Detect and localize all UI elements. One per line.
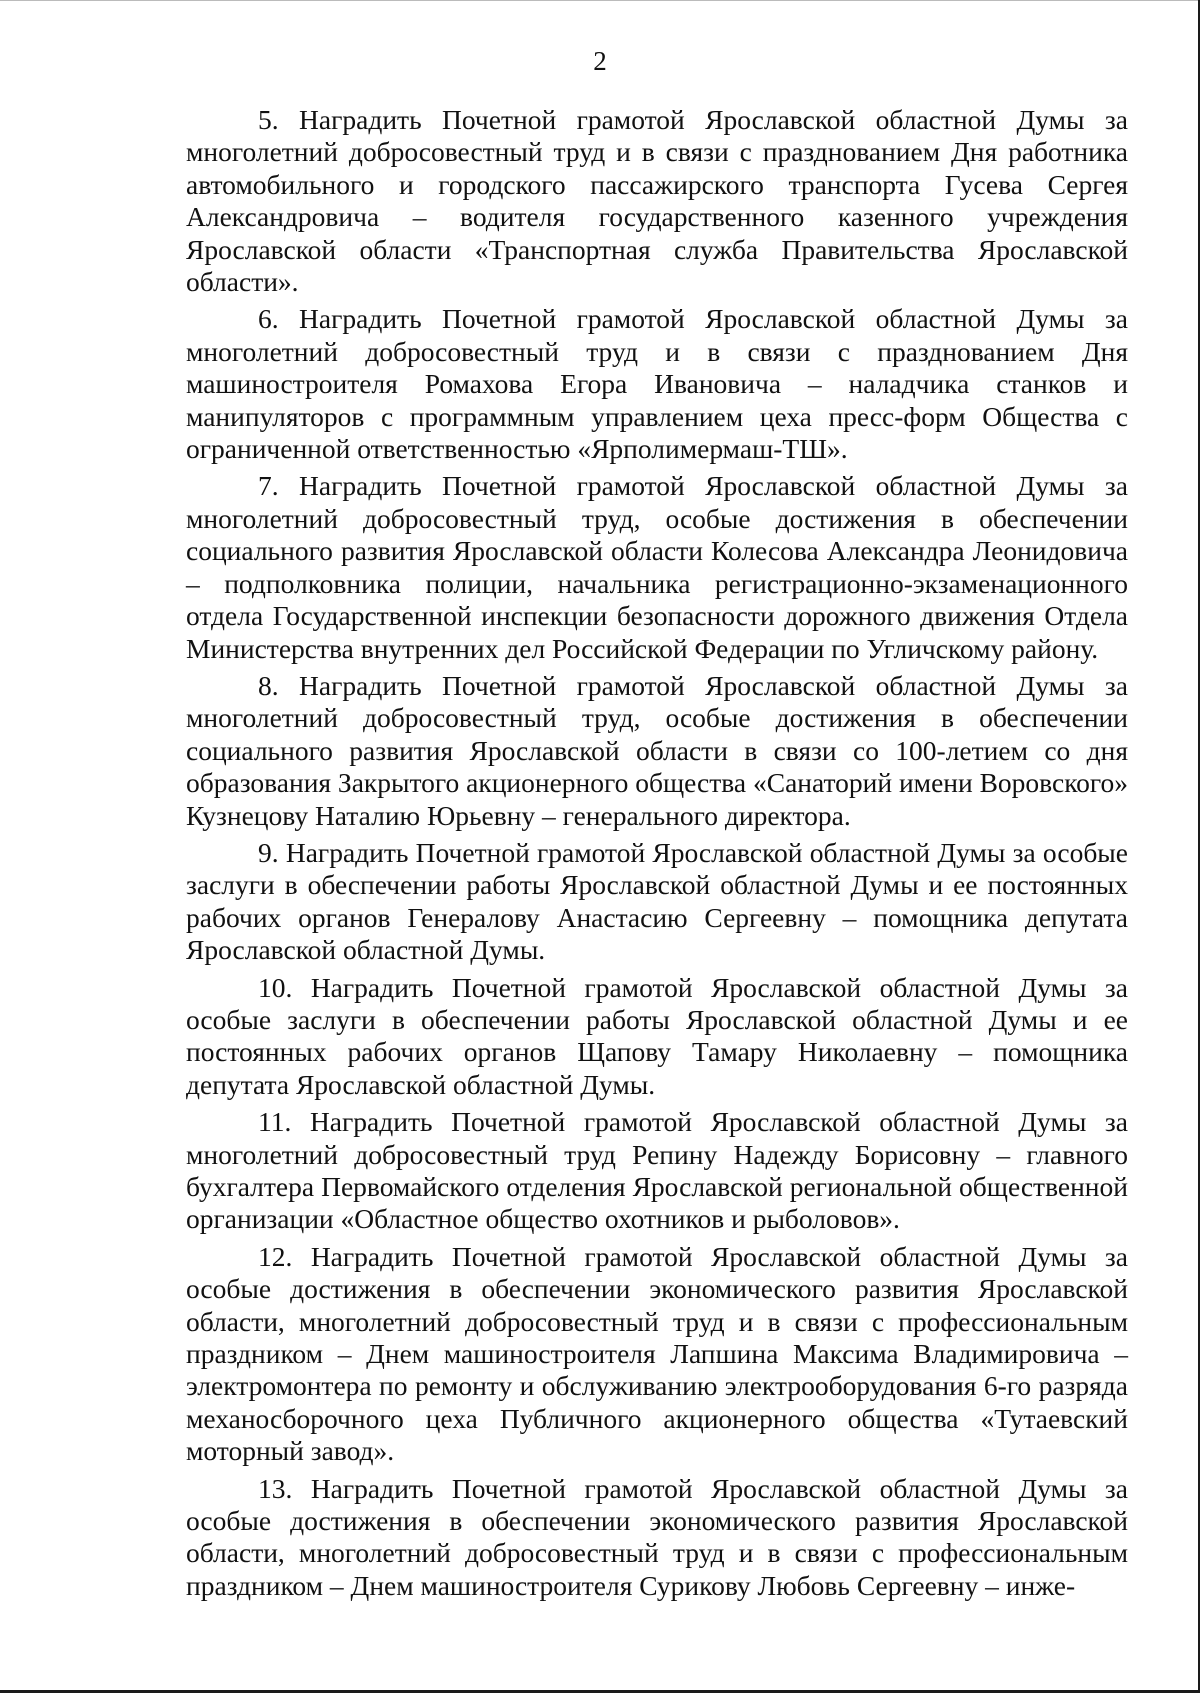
paragraph-13: 13. Наградить Почетной грамотой Ярославской областной Думы за особые достижения в обеспечении экономического развития Ярославской области, многолетний добросовестный труд и в связи с профессиональным праздником – Днем машиностроителя Сурикову Любовь Сергеевну – инже- — [186, 1472, 1128, 1601]
paragraph-8: 8. Наградить Почетной грамотой Ярославской областной Думы за многолетний добросовестный труд, особые достижения в обеспечении социального развития Ярославской области в связи со 100-летием со дня образования Закрытого акционерного общества «Санаторий имени Воровского» Кузнецову Наталию Юрьевну – генерального директора. — [186, 669, 1129, 831]
page-number: 2 — [593, 46, 607, 76]
paragraph-5: 5. Наградить Почетной грамотой Ярославской областной Думы за многолетний добросовестный труд и в связи с празднованием Дня работника автомобильного и городского пассажирского транспорта Гусева Сергея Александровича – водителя государственного казенного учреждения Ярославской области «Транспортная служба Правительства Ярославской области». — [186, 104, 1128, 298]
paragraph-10: 10. Наградить Почетной грамотой Ярославской областной Думы за особые заслуги в обеспечении работы Ярославской областной Думы и ее постоянных рабочих органов Щапову Тамару Николаевну – помощника депутата Ярославской областной Думы. — [186, 971, 1128, 1100]
paragraph-9: 9. Наградить Почетной грамотой Ярославской областной Думы за особые заслуги в обеспечении работы Ярославской областной Думы и ее постоянных рабочих органов Генералову Анастасию Сергеевну – помощника депутата Ярославской областной Думы. — [186, 836, 1128, 966]
paragraph-12: 12. Наградить Почетной грамотой Ярославской областной Думы за особые достижения в обеспечении экономического развития Ярославской области, многолетний добросовестный труд и в связи с профессиональным праздником – Днем машиностроителя Лапшина Максима Владимировича – электромонтера по ремонту и обслуживанию электрооборудования 6-го разряда механосборочного цеха Публичного акционерного общества «Тутаевский моторный завод». — [186, 1240, 1128, 1467]
paragraph-11: 11. Наградить Почетной грамотой Ярославской областной Думы за многолетний добросовестный труд Репину Надежду Борисовну – главного бухгалтера Первомайского отделения Ярославской региональной общественной организации «Областное общество охотников и рыболовов». — [186, 1106, 1128, 1235]
document-body — [186, 104, 1128, 1602]
paragraph-6: 6. Наградить Почетной грамотой Ярославской областной Думы за многолетний добросовестный труд и в связи с празднованием Дня машиностроителя Ромахова Егора Ивановича – наладчика станков и манипуляторов с программным управлением цеха пресс-форм Общества с ограниченной ответственностью «Ярполимермаш-ТШ». — [186, 303, 1128, 465]
scan-edge-top — [0, 0, 1200, 1]
paragraph-7: 7. Наградить Почетной грамотой Ярославской областной Думы за многолетний добросовестный труд, особые достижения в обеспечении социального развития Ярославской области Колесова Александра Леонидовича – подполковника полиции, начальника регистрационно-экзаменационного отдела Государственной инспекции безопасности дорожного движения Отдела Министерства внутренних дел Российской Федерации по Угличскому району. — [186, 470, 1128, 664]
